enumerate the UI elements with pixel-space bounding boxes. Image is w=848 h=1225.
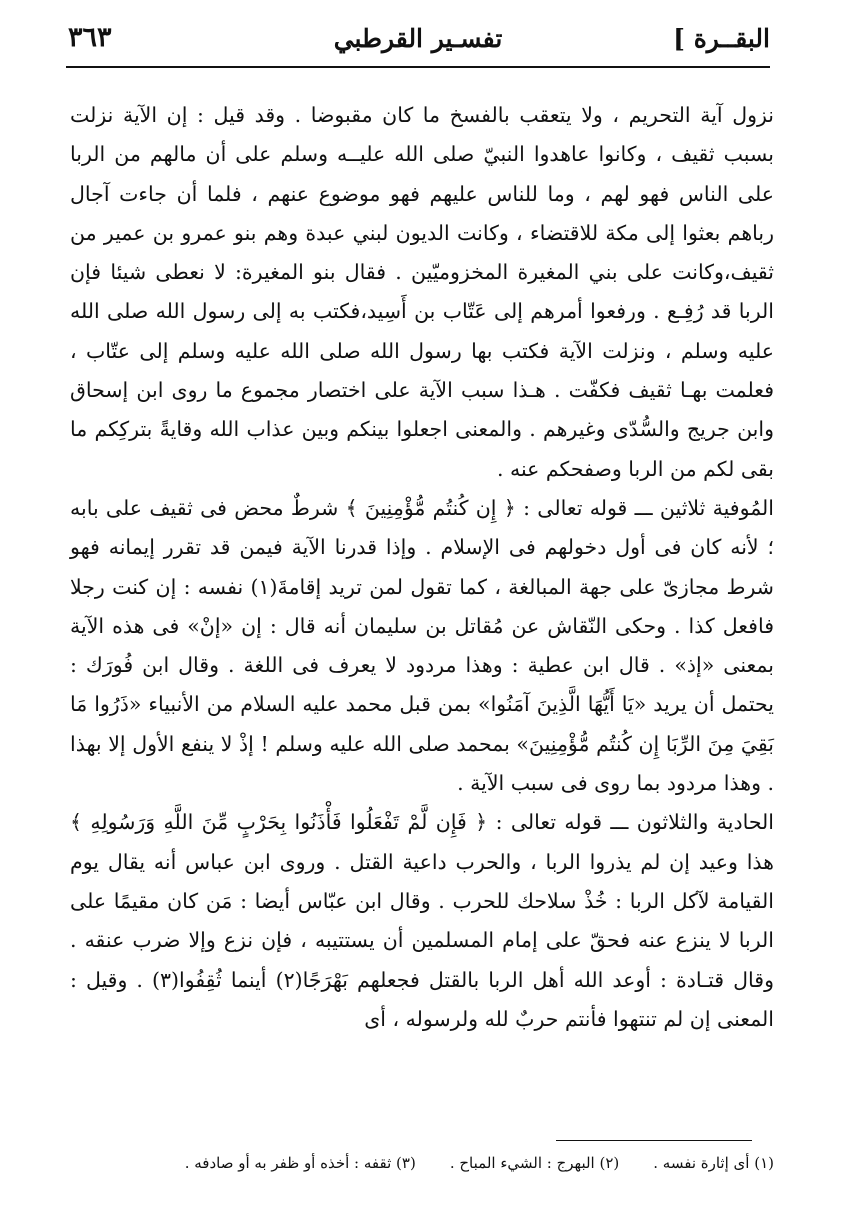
page-number: ٣٦٣ [68, 22, 112, 53]
book-title: تفسـير القرطبي [333, 24, 503, 53]
paragraph-revelation-cause: نزول آية التحريم ، ولا يتعقب بالفسخ ما كان مقبوضا . وقد قيل : إن الآية نزلت بسبب ثقيف ، وكانوا عاهدوا النبيّ صلى الله عليــه وسلم على أن مالهم من الربا على الناس فهو لهم ، وما للناس عليهم فهو موضوع عنهم ، فلما أن جاءت آجال رباهم بعثوا إلى مكة للاقتضاء ، وكانت الديون لبني عبدة وهم بنو عمرو بن عمير من ثقيف،وكانت على بني المغيرة المخزوميّين . فقال بنو المغيرة: لا نعطى شيئا فإن الربا قد رُفِـع . ورفعوا أمرهم إلى عَتّاب بن أَسِيد،فكتب به إلى رسول الله صلى الله عليه وسلم ، ونزلت الآية فكتب بها رسول الله صلى الله عليه وسلم إلى عتّاب ، فعلمت بهـا ثقيف فكفّت . هـذا سبب الآية على اختصار مجموع ما روى ابن إسحاق وابن جريج والسُّدّى وغيرهم . والمعنى اجعلوا بينكم وبين عذاب الله وقايةً بتركِكم ما بقى لكم من الربا وصفحكم عنه . [70, 103, 774, 481]
page-header [66, 22, 770, 68]
footnote-1: (١) أى إثارة نفسه . [653, 1154, 774, 1172]
footnote-3: (٣) ثقفه : أخذه أو ظفر به أو صادفه . [184, 1154, 416, 1172]
paragraph-thirty-first-issue: الحادية والثلاثون ـــ قوله تعالى : ﴿ فَإِن لَّمْ تَفْعَلُوا فَأْذَنُوا بِحَرْبٍ مِّنَ اللَّهِ وَرَسُولِهِ ﴾ هذا وعيد إن لم يذروا الربا ، والحرب داعية القتل . وروى ابن عباس أنه يقال يوم القيامة لآكل الربا : خُذْ سلاحك للحرب . وقال ابن عبّاس أيضا : مَن كان مقيمًا على الربا لا ينزع عنه فحقّ على إمام المسلمين أن يستتيبه ، فإن نزع وإلا ضرب عنقه . وقال قتـادة : أوعد الله أهل الربا بالقتل فجعلهم بَهْرَجًا(٢) أينما ثُقِفُوا(٣) . وقيل : المعنى إن لم تنتهوا فأنتم حربٌ لله ولرسوله ، أى [70, 810, 774, 1031]
paragraph-thirtieth-issue: المُوفية ثلاثين ـــ قوله تعالى : ﴿ إِن كُنتُم مُّؤْمِنِينَ ﴾ شرطٌ محض فى ثقيف على بابه ؛ لأنه كان فى أول دخولهم فى الإسلام . وإذا قدرنا الآية فيمن قد تقرر إيمانه فهو شرط مجازىّ على جهة المبالغة ، كما تقول لمن تريد إقامةَ(١) نفسه : إن كنت رجلا فافعل كذا . وحكى النّقاش عن مُقاتل بن سليمان أنه قال : إن «إنْ» فى هذه الآية بمعنى «إذ» . قال ابن عطية : وهذا مردود لا يعرف فى اللغة . وقال ابن فُورَك : يحتمل أن يريد «يَا أَيُّهَا الَّذِينَ آمَنُوا» بمن قبل محمد عليه السلام من الأنبياء «ذَرُوا مَا بَقِيَ مِنَ الرِّبَا إِن كُنتُم مُّؤْمِنِينَ» بمحمد صلى الله عليه وسلم ! إذْ لا ينفع الأول إلا بهذا . وهذا مردود بما روى فى سبب الآية . [70, 495, 774, 796]
surah-name: البقــرة ] [673, 24, 770, 53]
main-text [70, 96, 774, 1039]
footnote-divider [556, 1140, 752, 1141]
footnote-2: (٢) البهرج : الشيء المباح . [449, 1154, 620, 1172]
footnotes [70, 1150, 774, 1176]
